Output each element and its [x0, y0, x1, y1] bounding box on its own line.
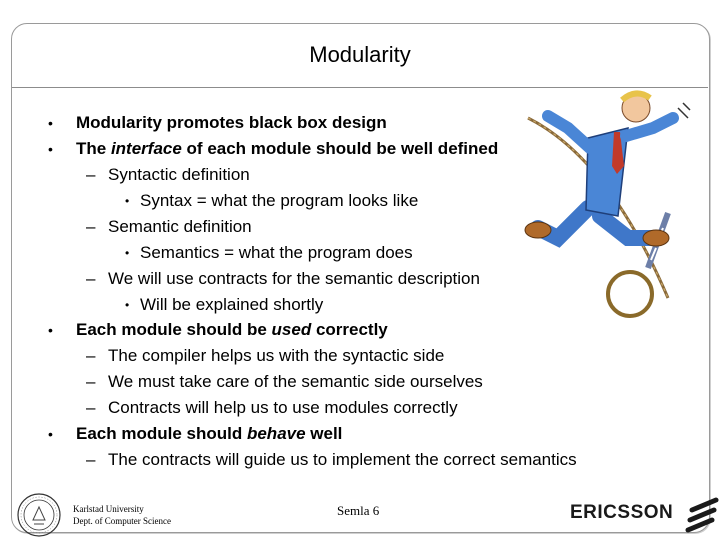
sub-sub-line: Will be explained shortly — [140, 295, 324, 314]
sub-sub-marker: • — [125, 194, 130, 208]
bullet-line: Modularity promotes black box design — [76, 113, 387, 132]
dash-marker: – — [86, 165, 96, 184]
bullet-line: Each module should behave well — [76, 424, 343, 443]
sub-bullet-line: We must take care of the semantic side ourselves — [108, 372, 483, 391]
sub-bullet-line: The contracts will guide us to implement the correct semantics — [108, 450, 577, 469]
sub-bullet-line: Contracts will help us to use modules correctly — [108, 398, 458, 417]
bullet-line: Each module should be used correctly — [76, 320, 388, 339]
sub-sub-marker: • — [125, 246, 130, 260]
bullet-line: The interface of each module should be well defined — [76, 139, 499, 158]
tightrope-walker-illustration — [518, 88, 693, 323]
bullet-marker: • — [48, 115, 53, 131]
university-name: Karlstad University Dept. of Computer Science — [73, 504, 171, 526]
sub-bullet-line: We will use contracts for the semantic description — [108, 269, 480, 288]
dash-marker: – — [86, 372, 96, 391]
sub-sub-line: Semantics = what the program does — [140, 243, 413, 262]
ericsson-logo-mark — [684, 494, 720, 534]
dash-marker: – — [86, 450, 96, 469]
sub-sub-line: Syntax = what the program looks like — [140, 191, 419, 210]
sub-bullet-line: Semantic definition — [108, 217, 252, 236]
dash-marker: – — [86, 217, 96, 236]
bullet-marker: • — [48, 426, 53, 442]
university-seal-logo — [14, 490, 64, 540]
page-number: Semla 6 — [337, 503, 380, 518]
brand-name: ERICSSON — [570, 502, 674, 523]
sub-sub-marker: • — [125, 298, 130, 312]
slide-title: Modularity — [309, 42, 411, 67]
bullet-marker: • — [48, 141, 53, 157]
bullet-marker: • — [48, 322, 53, 338]
sub-bullet-line: Syntactic definition — [108, 165, 250, 184]
dash-marker: – — [86, 346, 96, 365]
dash-marker: – — [86, 269, 96, 288]
sub-bullet-line: The compiler helps us with the syntactic side — [108, 346, 445, 365]
dash-marker: – — [86, 398, 96, 417]
